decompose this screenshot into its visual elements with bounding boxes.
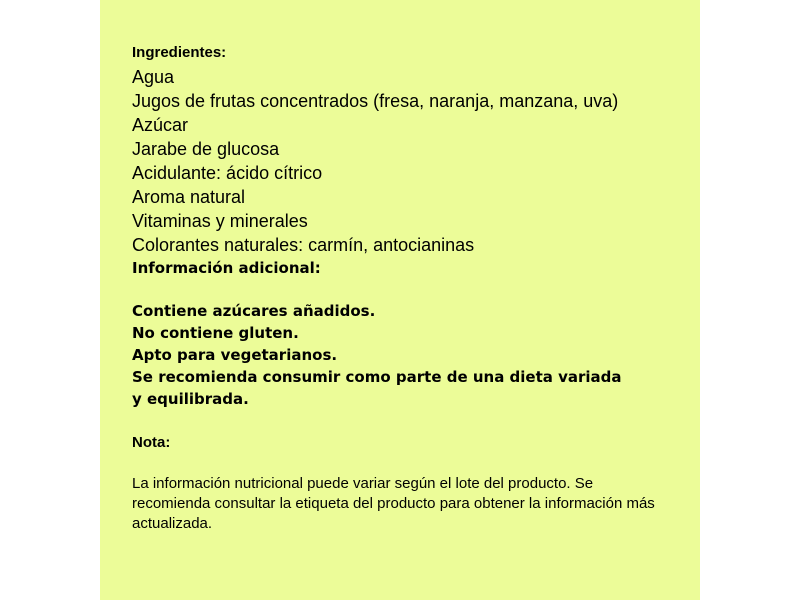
ingredients-list <box>132 65 642 257</box>
additional-info-line: Apto para vegetarianos. <box>132 346 338 364</box>
additional-info-line: Se recomienda consumir como parte de una dieta variada y equilibrada. <box>132 368 622 408</box>
ingredient-item: Jugos de frutas concentrados (fresa, naranja, manzana, uva) <box>132 91 619 111</box>
additional-info-heading: Información adicional: <box>132 259 321 277</box>
ingredient-item: Aroma natural <box>132 187 246 207</box>
ingredient-item: Colorantes naturales: carmín, antocianinas <box>132 235 475 255</box>
additional-info-line: No contiene gluten. <box>132 324 299 342</box>
ingredient-item: Jarabe de glucosa <box>132 139 280 159</box>
ingredient-item: Vitaminas y minerales <box>132 211 308 231</box>
ingredients-heading: Ingredientes: <box>132 44 227 61</box>
additional-info-line: Contiene azúcares añadidos. <box>132 302 376 320</box>
ingredient-item: Azúcar <box>132 115 189 135</box>
ingredient-item: Agua <box>132 67 175 87</box>
note-text: La información nutricional puede variar según el lote del producto. Se recomienda consultar la etiqueta del producto para obtener la información más actualizada. <box>132 475 655 532</box>
label-panel <box>100 0 700 600</box>
ingredient-item: Acidulante: ácido cítrico <box>132 163 323 183</box>
note-heading: Nota: <box>132 434 171 451</box>
additional-info-list <box>132 300 632 410</box>
